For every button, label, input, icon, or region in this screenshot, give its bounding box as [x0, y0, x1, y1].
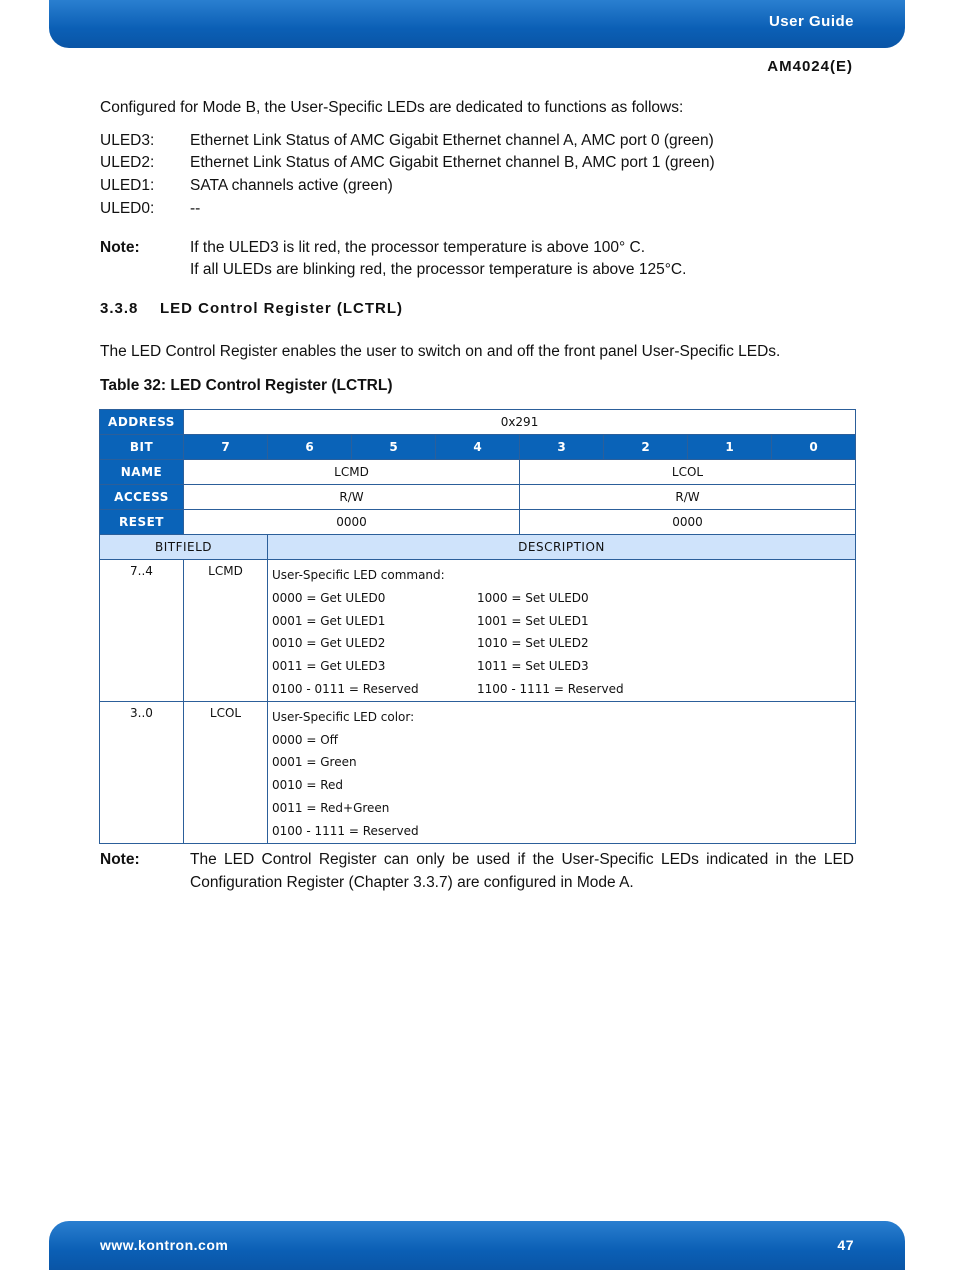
bitfield-name: LCMD	[184, 560, 268, 702]
field-reset: 0000	[520, 510, 856, 535]
bit-cell: 1	[688, 435, 772, 460]
uled-name: ULED3:	[100, 132, 155, 149]
description-line: 0100 - 1111 = Reserved	[272, 823, 419, 838]
doc-title: User Guide	[768, 13, 854, 30]
description-title: User-Specific LED color:	[272, 709, 415, 724]
bit-cell: 6	[268, 435, 352, 460]
get-value: 0011 = Get ULED3	[272, 659, 386, 674]
bitfield-range: 7..4	[100, 560, 184, 702]
description-line	[272, 587, 851, 610]
field-access: R/W	[184, 485, 520, 510]
bit-cell: 7	[184, 435, 268, 460]
header-banner	[49, 0, 905, 48]
set-value: 1000 = Set ULED0	[477, 590, 589, 605]
intro-text: Configured for Mode B, the User-Specific LEDs are dedicated to functions as follows:	[100, 99, 684, 116]
footer-banner	[49, 1221, 905, 1270]
uled-desc: Ethernet Link Status of AMC Gigabit Ethernet channel A, AMC port 0 (green)	[190, 132, 714, 149]
access-row	[100, 485, 856, 510]
bit-cell: 3	[520, 435, 604, 460]
note-text: The LED Control Register can only be used if the User-Specific LEDs indicated in the LED Configuration Register (Chapter 3.3.7) are configured in Mode A.	[190, 851, 854, 891]
uled-desc: Ethernet Link Status of AMC Gigabit Ethernet channel B, AMC port 1 (green)	[190, 154, 715, 171]
table-row	[100, 701, 856, 843]
table-caption: Table 32: LED Control Register (LCTRL)	[100, 377, 393, 394]
set-value: 1010 = Set ULED2	[477, 636, 589, 651]
section-text: The LED Control Register enables the user to switch on and off the front panel User-Specific LEDs.	[100, 343, 781, 360]
description-cell	[268, 701, 856, 843]
get-value: 0000 = Get ULED0	[272, 590, 386, 605]
description-line	[272, 678, 851, 701]
uled-desc: --	[190, 200, 201, 217]
product-name: AM4024(E)	[767, 58, 853, 75]
uled-name: ULED1:	[100, 177, 155, 194]
bit-cell: 0	[772, 435, 856, 460]
name-row	[100, 460, 856, 485]
note-line: If the ULED3 is lit red, the processor temperature is above 100° C.	[190, 239, 646, 256]
bitfield-name: LCOL	[184, 701, 268, 843]
reset-label: RESET	[100, 510, 184, 535]
uled-desc: SATA channels active (green)	[190, 177, 393, 194]
description-header: DESCRIPTION	[268, 535, 856, 560]
register-table	[99, 409, 856, 844]
set-value: 1100 - 1111 = Reserved	[477, 681, 624, 696]
bitfield-header: BITFIELD	[100, 535, 268, 560]
set-value: 1001 = Set ULED1	[477, 613, 589, 628]
note-line: If all ULEDs are blinking red, the processor temperature is above 125°C.	[190, 261, 687, 278]
access-label: ACCESS	[100, 485, 184, 510]
bit-cell: 4	[436, 435, 520, 460]
description-cell	[268, 560, 856, 702]
reset-row	[100, 510, 856, 535]
address-row	[100, 410, 856, 435]
description-title: User-Specific LED command:	[272, 568, 445, 582]
get-value: 0100 - 0111 = Reserved	[272, 681, 419, 696]
set-value: 1011 = Set ULED3	[477, 659, 589, 674]
description-line: 0010 = Red	[272, 778, 344, 793]
description-line: 0000 = Off	[272, 732, 338, 747]
section-number: 3.3.8	[100, 300, 139, 317]
description-line: 0011 = Red+Green	[272, 800, 390, 815]
page-number: 47	[837, 1237, 854, 1253]
table-row	[100, 560, 856, 702]
section-title: LED Control Register (LCTRL)	[160, 300, 403, 317]
note-label: Note:	[100, 851, 140, 868]
address-value: 0x291	[184, 410, 856, 435]
footer-url[interactable]: www.kontron.com	[100, 1237, 229, 1253]
field-reset: 0000	[184, 510, 520, 535]
get-value: 0010 = Get ULED2	[272, 636, 386, 651]
bit-label: BIT	[100, 435, 184, 460]
field-access: R/W	[520, 485, 856, 510]
bit-cell: 5	[352, 435, 436, 460]
description-line	[272, 655, 851, 678]
address-label: ADDRESS	[100, 410, 184, 435]
description-line	[272, 610, 851, 633]
note-label: Note:	[100, 239, 140, 256]
subheader-row	[100, 535, 856, 560]
field-name: LCOL	[520, 460, 856, 485]
field-name: LCMD	[184, 460, 520, 485]
uled-name: ULED2:	[100, 154, 155, 171]
section-heading	[100, 300, 403, 317]
uled-name: ULED0:	[100, 200, 155, 217]
get-value: 0001 = Get ULED1	[272, 613, 386, 628]
bit-row	[100, 435, 856, 460]
description-line	[272, 632, 851, 655]
bitfield-range: 3..0	[100, 701, 184, 843]
name-label: NAME	[100, 460, 184, 485]
description-line: 0001 = Green	[272, 755, 357, 770]
bit-cell: 2	[604, 435, 688, 460]
